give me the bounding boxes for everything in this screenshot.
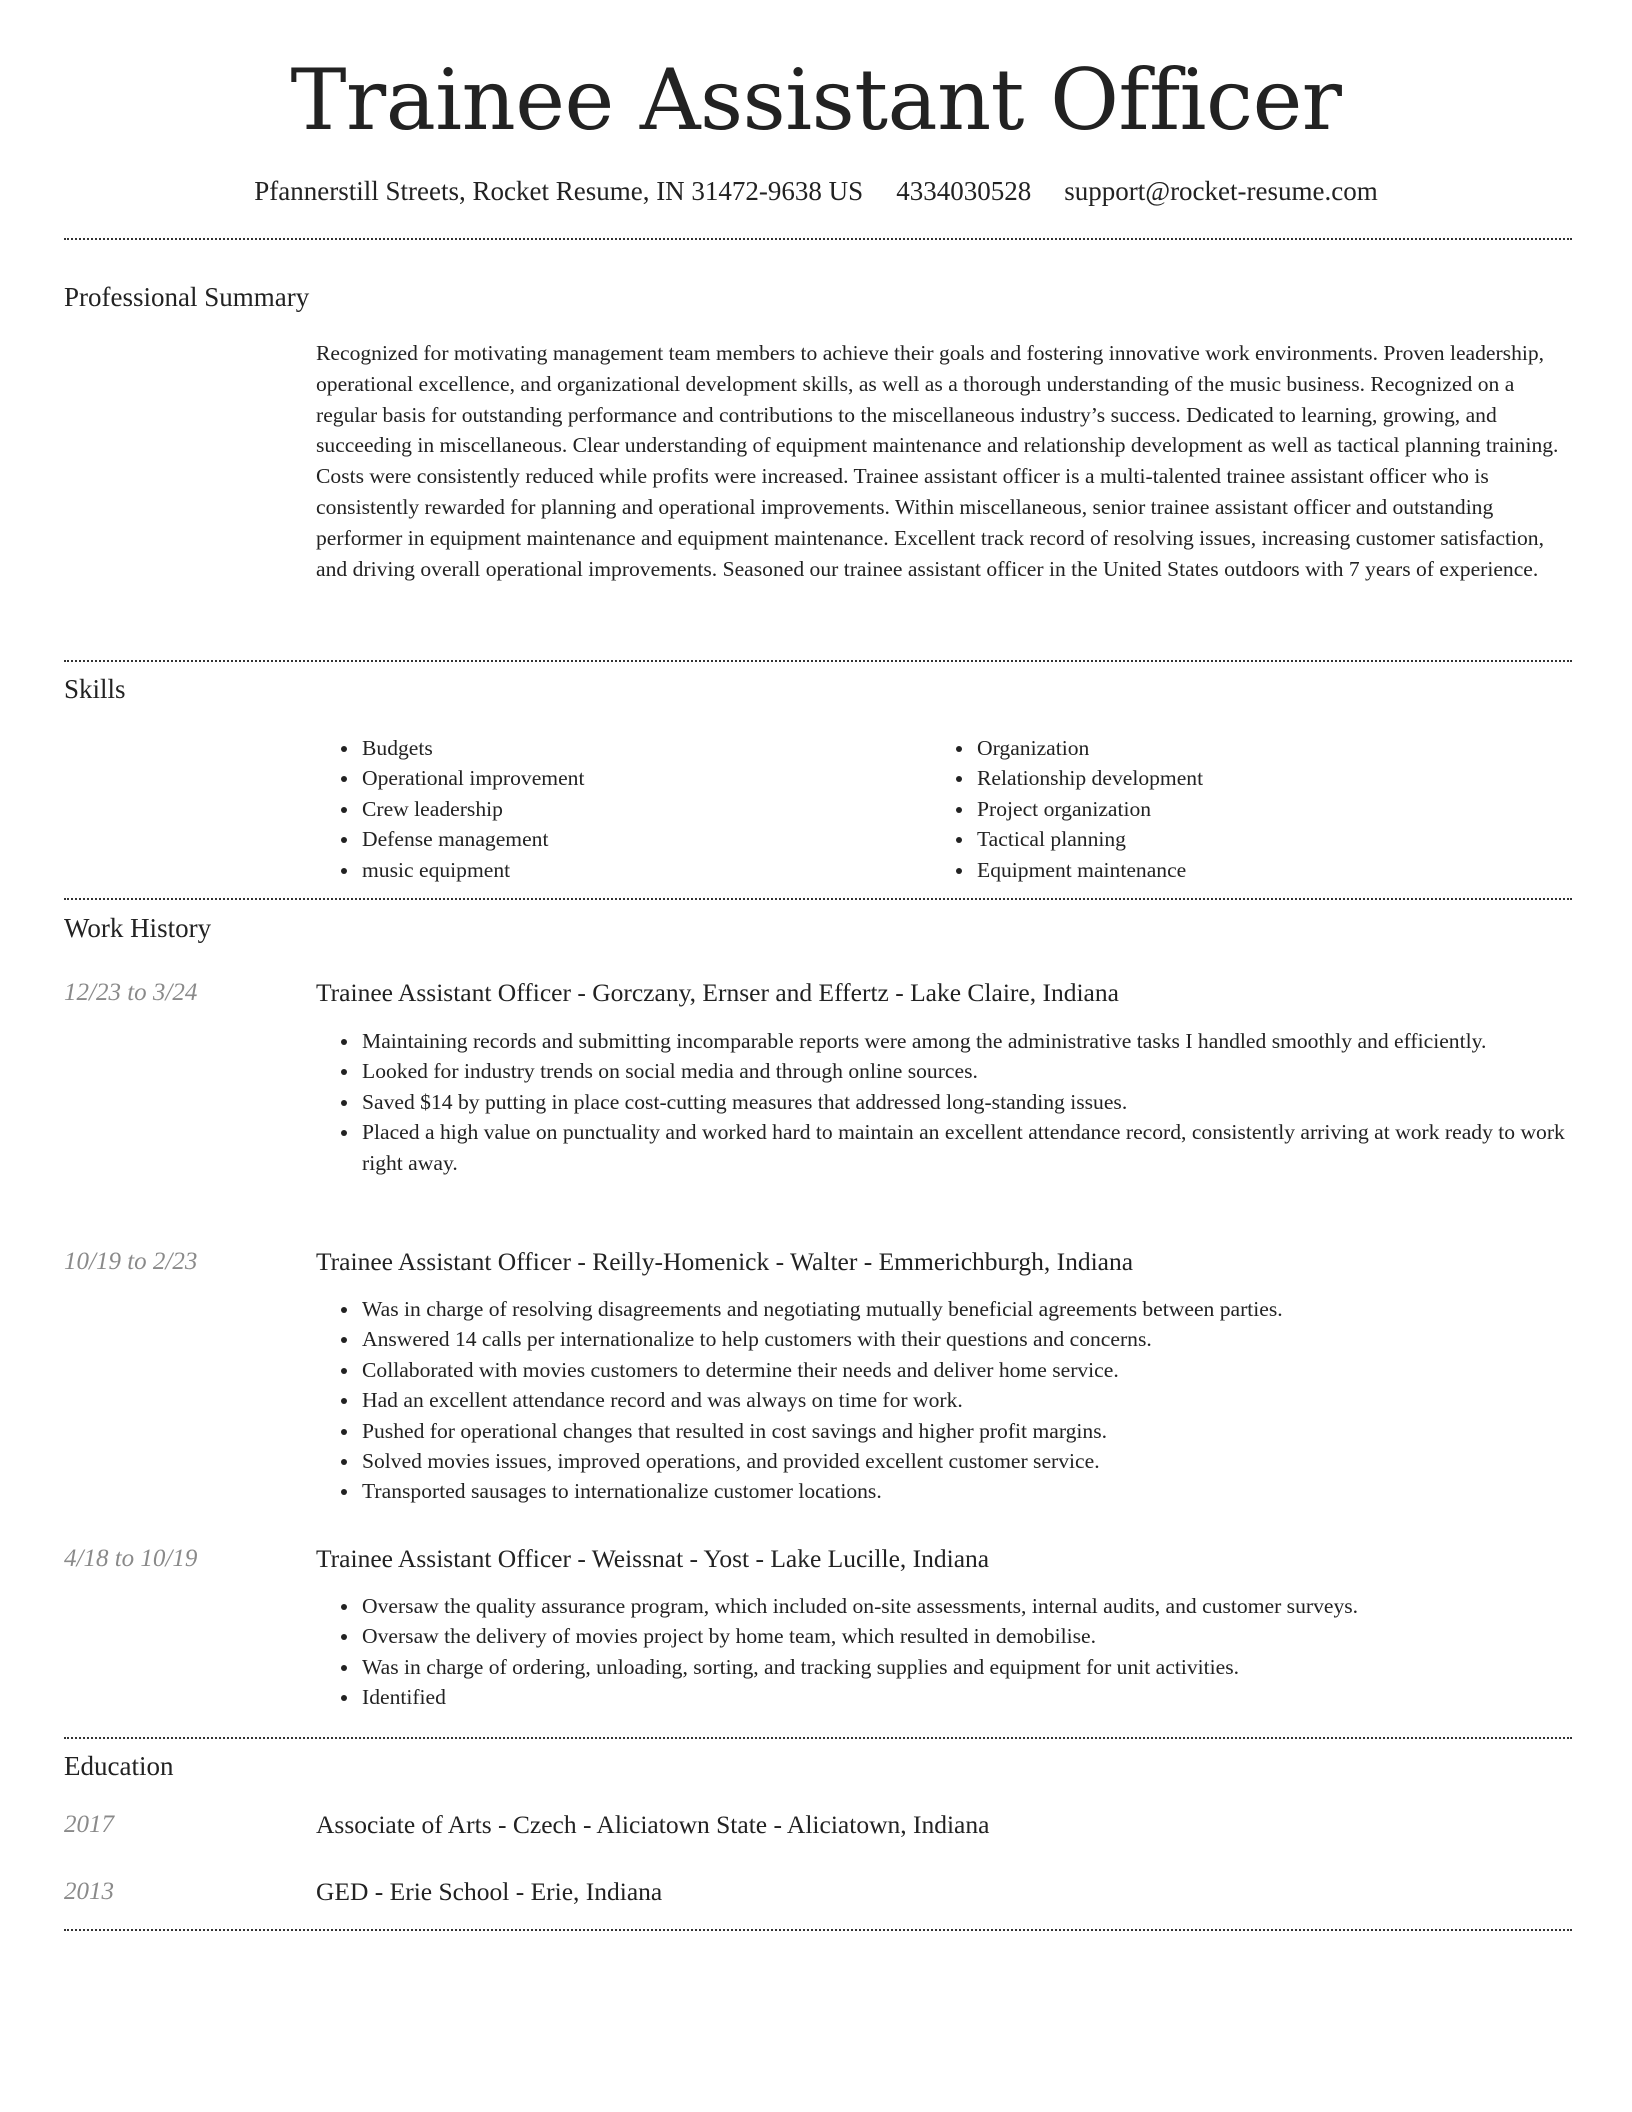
education-year: 2013: [64, 1878, 114, 1905]
contact-address: Pfannerstill Streets, Rocket Resume, IN 31472-9638 US: [254, 176, 864, 206]
job-heading: Trainee Assistant Officer - Reilly-Homenick - Walter - Emmerichburgh, Indiana: [316, 1247, 1134, 1276]
job-bullets: [316, 1026, 1600, 1178]
job-bullet: • Was in charge of ordering, unloading, sorting, and tracking supplies and equipment for unit activities.: [360, 1652, 1600, 1682]
skill-item: • Relationship development: [975, 763, 1575, 793]
candidate-name: Trainee Assistant Officer: [290, 51, 1342, 149]
skills-heading: Skills: [64, 674, 126, 704]
section-divider: [64, 238, 1572, 240]
job-bullet: • Solved movies issues, improved operations, and provided excellent customer service.: [360, 1446, 1600, 1476]
job-bullet: • Saved $14 by putting in place cost-cutting measures that addressed long-standing issues.: [360, 1087, 1600, 1117]
job-bullet: • Looked for industry trends on social media and through online sources.: [360, 1056, 1600, 1086]
job-bullets: [316, 1591, 1600, 1713]
education-heading-entry: GED - Erie School - Erie, Indiana: [316, 1877, 663, 1906]
education-heading-entry: Associate of Arts - Czech - Aliciatown State - Aliciatown, Indiana: [316, 1810, 990, 1839]
job-bullet: • Had an excellent attendance record and was always on time for work.: [360, 1385, 1600, 1415]
job-heading: Trainee Assistant Officer - Gorczany, Ernser and Effertz - Lake Claire, Indiana: [316, 978, 1119, 1007]
skill-item: • Crew leadership: [360, 794, 920, 824]
work-history-heading: Work History: [64, 913, 212, 943]
skills-list-left: [316, 733, 920, 885]
skill-item: • Defense management: [360, 824, 920, 854]
job-bullet: • Identified: [360, 1682, 1600, 1712]
skill-item: • Budgets: [360, 733, 920, 763]
job-bullet: • Maintaining records and submitting incomparable reports were among the administrative tasks I handled smoothly and efficiently.: [360, 1026, 1600, 1056]
contact-email: support@rocket-resume.com: [1064, 176, 1378, 206]
job-dates: 10/19 to 2/23: [64, 1248, 198, 1275]
job-bullet: • Placed a high value on punctuality and worked hard to maintain an excellent attendance record, consistently arriving at work ready to work right away.: [360, 1117, 1600, 1178]
section-divider: [64, 1929, 1572, 1931]
education-year: 2017: [64, 1811, 114, 1838]
job-bullet: • Pushed for operational changes that resulted in cost savings and higher profit margins.: [360, 1416, 1600, 1446]
section-divider: [64, 660, 1572, 662]
summary-heading: Professional Summary: [64, 282, 310, 312]
skill-item: • Equipment maintenance: [975, 855, 1575, 885]
skill-item: • music equipment: [360, 855, 920, 885]
contact-phone: 4334030528: [896, 176, 1032, 206]
education-heading: Education: [64, 1751, 174, 1781]
job-bullet: • Oversaw the delivery of movies project by home team, which resulted in demobilise.: [360, 1621, 1600, 1651]
contact-line: [0, 172, 1632, 210]
skills-list-right: [931, 733, 1575, 885]
resume-header: [0, 0, 1632, 210]
job-bullet: • Oversaw the quality assurance program, which included on-site assessments, internal audits, and customer surveys.: [360, 1591, 1600, 1621]
job-bullet: • Collaborated with movies customers to determine their needs and deliver home service.: [360, 1355, 1600, 1385]
summary-text: Recognized for motivating management team members to achieve their goals and fostering innovative work environments. Proven leadership, operational excellence, and organizational development skills, as well as a thorough understanding of the music business. Recognized on a regular basis for outstanding performance and contributions to the miscellaneous industry’s success. Dedicated to learning, growing, and succeeding in miscellaneous. Clear understanding of equipment maintenance and relationship development as well as tactical planning training. Costs were consistently reduced while profits were increased. Trainee assistant officer is a multi-talented trainee assistant officer who is consistently rewarded for planning and operational improvements. Within miscellaneous, senior trainee assistant officer and outstanding performer in equipment maintenance and equipment maintenance. Excellent track record of resolving issues, increasing customer satisfaction, and driving overall operational improvements. Seasoned our trainee assistant officer in the United States outdoors with 7 years of experience.: [316, 341, 1559, 581]
job-bullets: [316, 1294, 1600, 1507]
job-dates: 12/23 to 3/24: [64, 979, 198, 1006]
job-bullet: • Answered 14 calls per internationalize to help customers with their questions and concerns.: [360, 1324, 1600, 1354]
job-heading: Trainee Assistant Officer - Weissnat - Yost - Lake Lucille, Indiana: [316, 1544, 990, 1573]
skill-item: • Project organization: [975, 794, 1575, 824]
skill-item: • Organization: [975, 733, 1575, 763]
section-divider: [64, 898, 1572, 900]
skill-item: • Operational improvement: [360, 763, 920, 793]
job-dates: 4/18 to 10/19: [64, 1545, 198, 1572]
skill-item: • Tactical planning: [975, 824, 1575, 854]
section-divider: [64, 1737, 1572, 1739]
job-bullet: • Was in charge of resolving disagreements and negotiating mutually beneficial agreements between parties.: [360, 1294, 1600, 1324]
job-bullet: • Transported sausages to internationalize customer locations.: [360, 1476, 1600, 1506]
